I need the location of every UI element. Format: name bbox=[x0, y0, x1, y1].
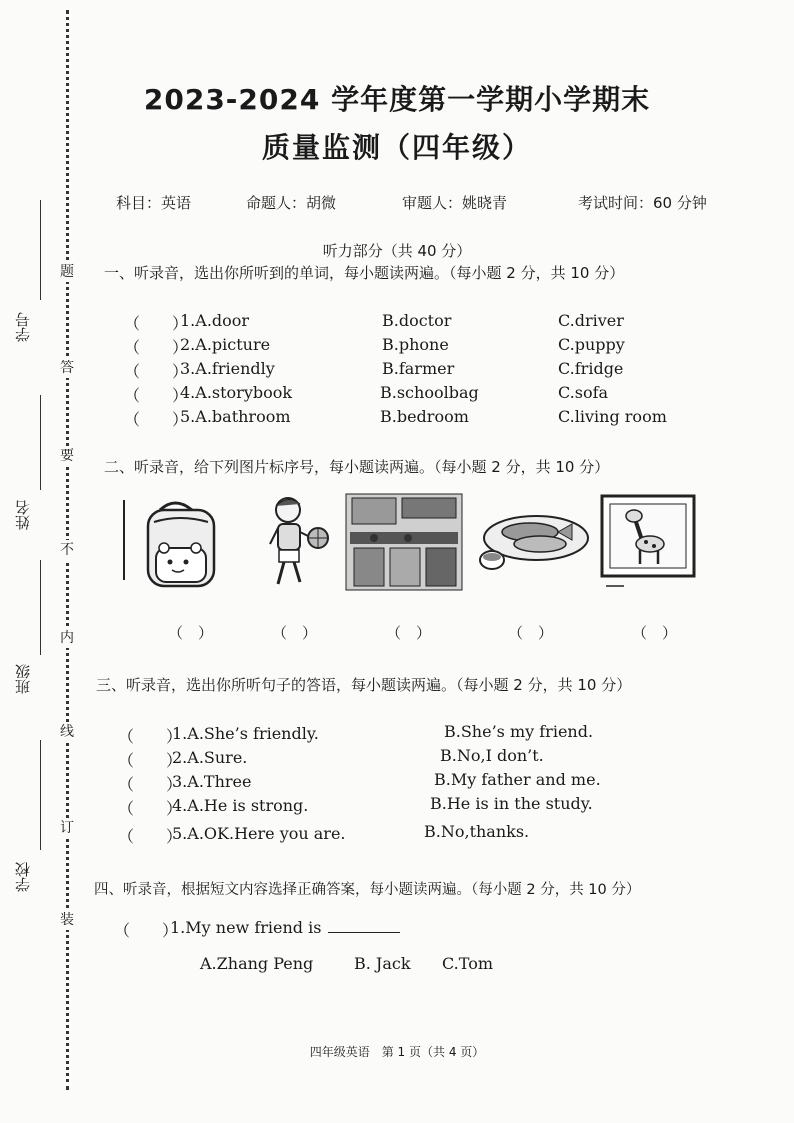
binding-word: 要 bbox=[54, 446, 80, 466]
option-a: A.Zhang Peng bbox=[200, 954, 314, 973]
schoolbag-icon bbox=[120, 492, 230, 592]
school-label: 学校 bbox=[14, 862, 32, 892]
option-a: 5.A.bathroom bbox=[180, 407, 291, 426]
schoolbag-picture bbox=[120, 492, 230, 592]
subject-info: 科目：英语 bbox=[116, 194, 192, 212]
binding-word: 内 bbox=[54, 628, 80, 648]
option-b: B.phone bbox=[382, 335, 449, 354]
section1-heading: 一、听录音，选出你所听到的单词，每小题读两遍。（每小题 2 分，共 10 分） bbox=[104, 264, 625, 282]
exam-time-info: 考试时间：60 分钟 bbox=[578, 194, 707, 212]
page-footer: 四年级英语 第 1 页（共 4 页） bbox=[309, 1045, 485, 1059]
option-b: B.bedroom bbox=[380, 407, 469, 426]
option-b: B.schoolbag bbox=[380, 383, 479, 402]
class-label: 班级 bbox=[14, 664, 32, 694]
option-a: 1.A.She’s friendly. bbox=[172, 724, 319, 743]
option-b: B.doctor bbox=[382, 311, 452, 330]
kitchen-icon bbox=[344, 492, 464, 592]
answer-paren[interactable]: （ ） bbox=[124, 362, 189, 381]
answer-paren[interactable]: （ ） bbox=[118, 799, 183, 818]
option-a: 4.A.storybook bbox=[180, 383, 293, 402]
school-line[interactable] bbox=[40, 740, 41, 850]
answer-paren[interactable]: （ ） bbox=[124, 314, 189, 333]
picture-answer-paren[interactable]: （ ） bbox=[386, 624, 432, 642]
picture-answer-paren[interactable]: （ ） bbox=[632, 624, 678, 642]
answer-paren[interactable]: （ ） bbox=[124, 410, 189, 429]
class-line[interactable] bbox=[40, 560, 41, 655]
option-a: 3.A.friendly bbox=[180, 359, 275, 378]
binding-word: 装 bbox=[54, 910, 80, 930]
fish-dish-picture bbox=[474, 492, 590, 592]
answer-paren[interactable]: （ ） bbox=[118, 827, 183, 846]
option-a: 4.A.He is strong. bbox=[172, 796, 309, 815]
option-b: B.No,I don’t. bbox=[440, 746, 544, 765]
answer-paren[interactable]: （ ） bbox=[114, 921, 179, 940]
fish-dish-icon bbox=[474, 492, 590, 592]
option-a: 3.A.Three bbox=[172, 772, 252, 791]
kitchen-picture bbox=[344, 492, 464, 592]
section4-heading: 四、听录音，根据短文内容选择正确答案，每小题读两遍。（每小题 2 分，共 10 分） bbox=[94, 882, 641, 898]
option-c: C.sofa bbox=[558, 383, 609, 402]
section2-heading: 二、听录音，给下列图片标序号，每小题读两遍。（每小题 2 分，共 10 分） bbox=[104, 458, 610, 476]
section3-heading: 三、听录音，选出你所听句子的答语，每小题读两遍。（每小题 2 分，共 10 分） bbox=[96, 676, 632, 694]
picture-answer-paren[interactable]: （ ） bbox=[508, 624, 554, 642]
author-info: 命题人：胡微 bbox=[246, 194, 337, 212]
picture-answer-paren[interactable]: （ ） bbox=[168, 624, 214, 642]
option-a: 2.A.Sure. bbox=[172, 748, 248, 767]
binding-word: 答 bbox=[54, 358, 80, 378]
option-b: B. Jack bbox=[354, 954, 411, 973]
option-b: B.farmer bbox=[382, 359, 455, 378]
picture-answer-paren[interactable]: （ ） bbox=[272, 624, 318, 642]
option-c: C.driver bbox=[558, 311, 624, 330]
option-b: B.My father and me. bbox=[434, 770, 601, 789]
boy-with-basketball-picture bbox=[262, 492, 334, 592]
answer-blank[interactable] bbox=[328, 918, 400, 937]
binding-word: 题 bbox=[54, 262, 80, 282]
giraffe-picture bbox=[600, 492, 696, 592]
giraffe-icon bbox=[600, 492, 696, 592]
option-a: 5.A.OK.Here you are. bbox=[172, 824, 346, 843]
reviewer-info: 审题人：姚晓青 bbox=[402, 194, 508, 212]
option-c: C.living room bbox=[558, 407, 667, 426]
option-b: B.No,thanks. bbox=[424, 822, 530, 841]
exam-title-line2: 质量监测（四年级） bbox=[261, 131, 532, 164]
question-text: 1.My new friend is bbox=[170, 918, 322, 937]
binding-word: 订 bbox=[54, 818, 80, 838]
answer-paren[interactable]: （ ） bbox=[124, 338, 189, 357]
boy-basketball-icon bbox=[262, 492, 334, 592]
answer-paren[interactable]: （ ） bbox=[124, 386, 189, 405]
binding-word: 不 bbox=[54, 540, 80, 560]
option-c: C.Tom bbox=[442, 954, 493, 973]
exam-title-line1: 2023-2024 学年度第一学期小学期末 bbox=[143, 83, 651, 116]
student-name-label: 姓名 bbox=[14, 500, 32, 530]
listening-part-header: 听力部分（共 40 分） bbox=[322, 242, 472, 260]
option-c: C.fridge bbox=[558, 359, 624, 378]
option-a: 1.A.door bbox=[180, 311, 250, 330]
student-id-label: 学号 bbox=[14, 312, 32, 342]
student-name-line[interactable] bbox=[40, 395, 41, 490]
answer-paren[interactable]: （ ） bbox=[118, 751, 183, 770]
option-c: C.puppy bbox=[558, 335, 625, 354]
answer-paren[interactable]: （ ） bbox=[118, 727, 183, 746]
option-a: 2.A.picture bbox=[180, 335, 271, 354]
option-b: B.She’s my friend. bbox=[444, 722, 594, 741]
answer-paren[interactable]: （ ） bbox=[118, 775, 183, 794]
binding-word: 线 bbox=[54, 722, 80, 742]
option-b: B.He is in the study. bbox=[430, 794, 593, 813]
